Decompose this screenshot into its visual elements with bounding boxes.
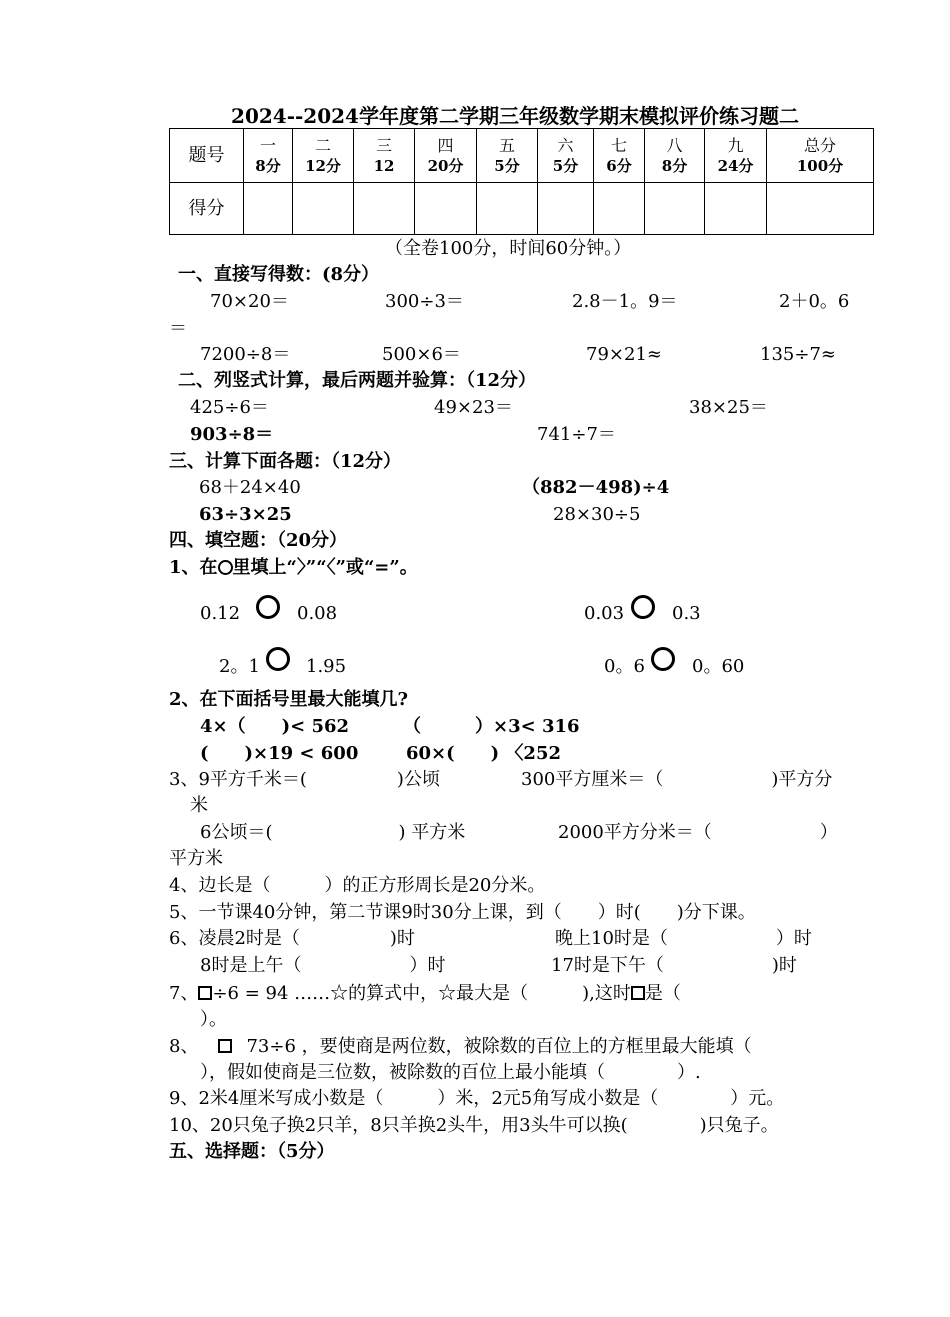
s3-item: （882－498)÷4 (522, 477, 670, 498)
q2-item: 4×（ )< 562 (200, 716, 350, 737)
compare-circle[interactable] (651, 647, 675, 671)
q3-f: 平方米 (169, 848, 223, 869)
s1-item: 70×20＝ (210, 291, 289, 312)
s2-item: 903÷8＝ (190, 424, 274, 445)
cmp-right: 0。60 (692, 656, 745, 677)
q8-cont: ），假如使商是三位数，被除数的百位上最小能填（ ）. (200, 1062, 701, 1083)
section-5-heading: 五、选择题：（5分） (169, 1141, 335, 1162)
q1-text: 1、在 里填上“〉”“〈”或“=”。 (169, 557, 418, 578)
compare-circle[interactable] (266, 647, 290, 671)
col-header: 八 8分 (645, 129, 705, 183)
square-box-icon (218, 1039, 232, 1053)
s1-item: 300÷3＝ (385, 291, 464, 312)
q3-c: 米 (190, 795, 208, 816)
q3-a: 3、9平方千米＝( )公顷 (169, 769, 440, 790)
score-cell[interactable] (767, 183, 874, 235)
s3-item: 68＋24×40 (199, 477, 301, 498)
q2-text: 2、在下面括号里最大能填几? (169, 689, 409, 710)
cmp-left: 0.03 (584, 603, 625, 624)
s1-item: 500×6＝ (382, 344, 461, 365)
compare-circle[interactable] (256, 595, 280, 619)
section-2-heading: 二、列竖式计算，最后两题并验算：（12分） (178, 370, 537, 391)
section-4-heading: 四、填空题：（20分） (169, 530, 348, 551)
cmp-right: 1.95 (306, 656, 347, 677)
cmp-right: 0.08 (297, 603, 338, 624)
row-label-score: 得分 (170, 183, 244, 235)
s1-item: 7200÷8＝ (200, 344, 291, 365)
compare-circle[interactable] (631, 595, 655, 619)
s1-item: 2＋0。6 (779, 291, 850, 312)
score-cell[interactable] (293, 183, 354, 235)
cmp-left: 2。1 (219, 656, 260, 677)
s2-item: 425÷6＝ (190, 397, 269, 418)
q7-end: ）。 (200, 1009, 227, 1030)
q10-text: 10、20只兔子换2只羊，8只羊换2头牛，用3头牛可以换( )只兔子。 (169, 1115, 779, 1136)
col-header: 四 20分 (415, 129, 477, 183)
score-cell[interactable] (477, 183, 538, 235)
s1-item-wrap: ＝ (169, 318, 187, 339)
q6-d: 17时是下午（ )时 (551, 955, 797, 976)
cmp-left: 0.12 (200, 603, 241, 624)
q4-text: 4、边长是（ ）的正方形周长是20分米。 (169, 875, 546, 896)
q6-c: 8时是上午（ ）时 (200, 955, 446, 976)
page-title: 2024--2024学年度第二学期三年级数学期末模拟评价练习题二 (231, 104, 799, 128)
s1-item: 2.8－1。9＝ (572, 291, 678, 312)
s2-item: 49×23＝ (434, 397, 513, 418)
q6-a: 6、凌晨2时是（ )时 (169, 928, 415, 949)
col-header: 九 24分 (705, 129, 767, 183)
q3-d: 6公顷＝( ) 平方米 (200, 822, 466, 843)
exam-note: （全卷100分，时间60分钟。） (385, 238, 632, 259)
s3-item: 28×30÷5 (553, 504, 641, 525)
score-cell[interactable] (244, 183, 293, 235)
col-header: 二 12分 (293, 129, 354, 183)
q3-b: 300平方厘米＝（ )平方分 (521, 769, 833, 790)
q3-e: 2000平方分米＝（ ） (558, 822, 838, 843)
q8-text: 8、 73÷6 ，要使商是两位数，被除数的百位上的方框里最大能填（ (169, 1036, 752, 1057)
row-label-question: 题号 (170, 129, 244, 183)
score-cell[interactable] (354, 183, 415, 235)
col-header: 七 6分 (594, 129, 645, 183)
q6-b: 晚上10时是（ ）时 (555, 928, 812, 949)
cmp-right: 0.3 (672, 603, 701, 624)
q7-text: 7、 ÷6 = 94 ……☆的算式中，☆最大是（ ),这时 是（ (169, 983, 681, 1004)
square-box-icon (198, 986, 212, 1000)
section-1-heading: 一、直接写得数：(8分） (178, 264, 380, 285)
q9-text: 9、2米4厘米写成小数是（ ）米，2元5角写成小数是（ ）元。 (169, 1088, 785, 1109)
s1-item: 79×21≈ (586, 344, 662, 365)
score-cell[interactable] (645, 183, 705, 235)
s2-item: 741÷7＝ (537, 424, 616, 445)
q2-item: 60×( ) 〈252 (406, 743, 562, 764)
q2-item: ( )×19 < 600 (200, 743, 359, 764)
s3-item: 63÷3×25 (199, 504, 292, 525)
score-cell[interactable] (538, 183, 594, 235)
col-header-total: 总分 100分 (767, 129, 874, 183)
s1-item: 135÷7≈ (760, 344, 836, 365)
col-header: 五 5分 (477, 129, 538, 183)
s2-item: 38×25＝ (689, 397, 768, 418)
score-cell[interactable] (415, 183, 477, 235)
score-table (169, 128, 874, 235)
section-3-heading: 三、计算下面各题：（12分） (169, 451, 402, 472)
col-header: 六 5分 (538, 129, 594, 183)
circle-icon (218, 560, 233, 575)
col-header: 三 12 (354, 129, 415, 183)
q2-item: （ ）×3< 316 (403, 716, 580, 737)
cmp-left: 0。6 (604, 656, 645, 677)
square-box-icon (631, 986, 645, 1000)
q5-text: 5、一节课40分钟，第二节课9时30分上课，到（ ）时( )分下课。 (169, 902, 756, 923)
col-header: 一 8分 (244, 129, 293, 183)
score-cell[interactable] (594, 183, 645, 235)
score-cell[interactable] (705, 183, 767, 235)
